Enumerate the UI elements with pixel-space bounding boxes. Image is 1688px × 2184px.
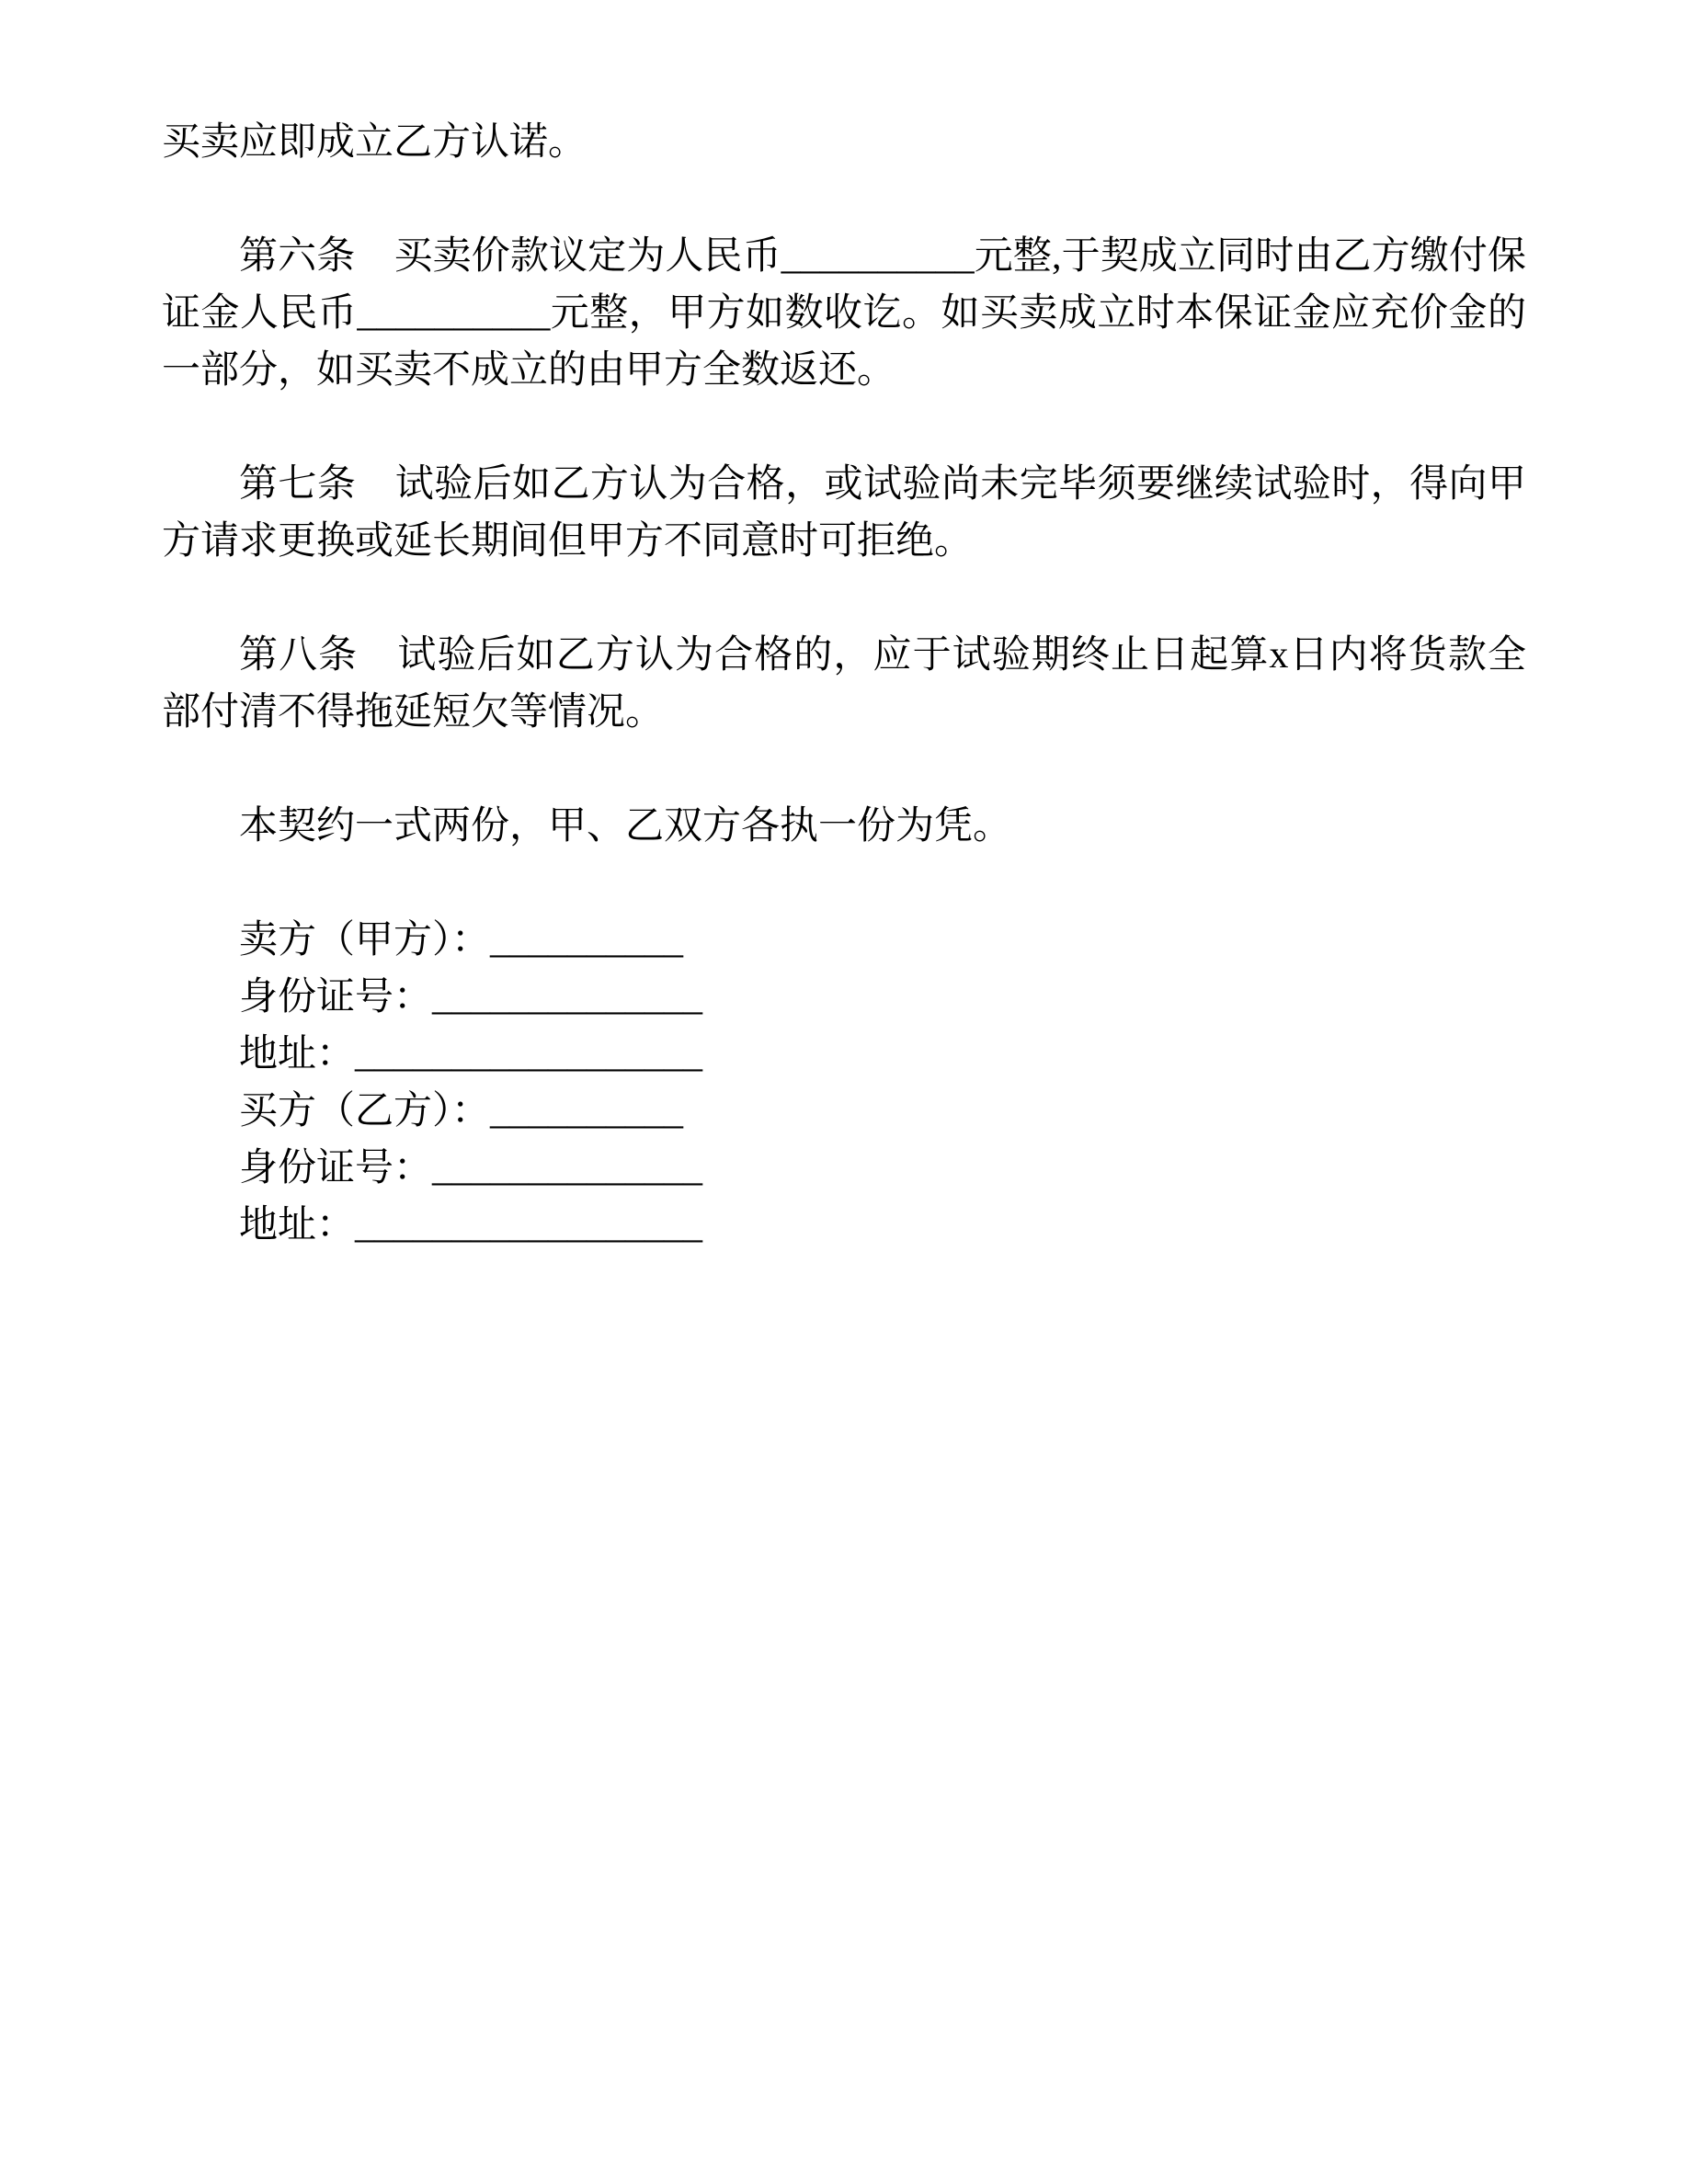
signature-row-seller-id — [162, 969, 1526, 1026]
signature-row-buyer-address — [162, 1197, 1526, 1254]
signature-row-seller — [162, 912, 1526, 969]
seller-label: 卖方（甲方）： — [239, 919, 491, 961]
paragraph-article-8: 第八条 试验后如乙方认为合格的，应于试验期终止日起算x日内将货款全部付清不得拖延短欠等情况。 — [162, 634, 1526, 734]
buyer-id-blank-line: ______________ — [432, 1147, 703, 1189]
signature-row-buyer-id — [162, 1140, 1526, 1197]
buyer-label: 买方（乙方）： — [239, 1090, 491, 1132]
buyer-address-label: 地址： — [239, 1204, 356, 1246]
signature-row-buyer — [162, 1083, 1526, 1140]
buyer-blank-line: __________ — [490, 1090, 684, 1132]
seller-address-blank-line: __________________ — [355, 1033, 703, 1075]
buyer-id-label: 身份证号： — [239, 1147, 433, 1189]
paragraph-continuation: 买卖应即成立乙方认诺。 — [162, 121, 587, 164]
signature-row-seller-address — [162, 1026, 1526, 1083]
seller-blank-line: __________ — [490, 919, 684, 961]
buyer-address-blank-line: __________________ — [355, 1204, 703, 1246]
paragraph-article-6: 第六条 买卖价款议定为人民币__________元整,于契成立同时由乙方缴付保证金人民币__________元整，甲方如数收讫。如买卖成立时本保证金应充价金的一部分，如买卖不成立的由甲方全数返还。 — [162, 235, 1526, 392]
seller-id-blank-line: ______________ — [432, 976, 703, 1018]
signature-block — [162, 912, 1526, 1254]
seller-address-label: 地址： — [239, 1033, 356, 1075]
paragraph-closing: 本契约一式两份，甲、乙双方各执一份为凭。 — [239, 805, 1012, 847]
seller-id-label: 身份证号： — [239, 976, 433, 1018]
paragraph-article-7: 第七条 试验后如乙方认为合格，或试验尚未完毕须要继续试验时，得向甲方请求更换或延长期间但甲方不同意时可拒绝。 — [162, 463, 1526, 563]
